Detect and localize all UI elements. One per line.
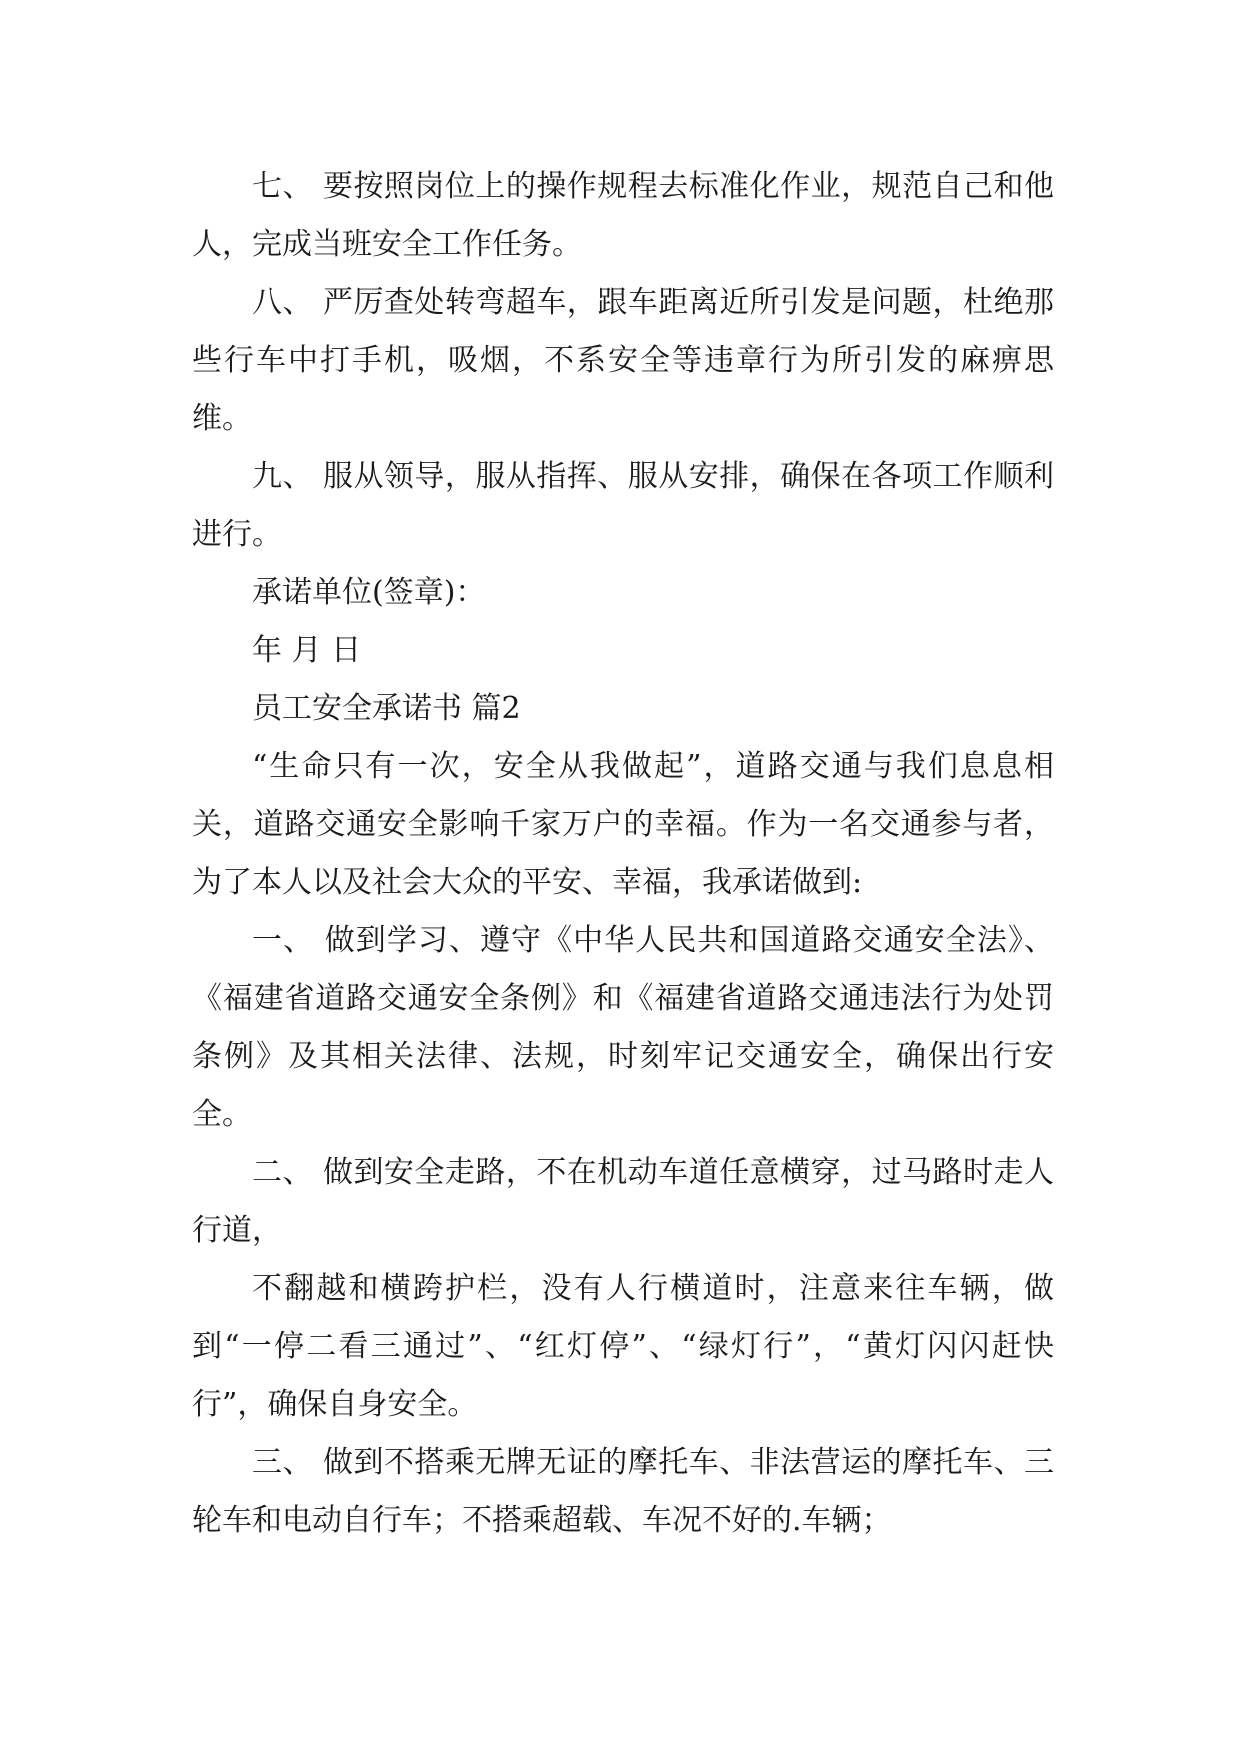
signature-unit-line: 承诺单位(签章)： xyxy=(252,575,486,610)
paragraph-seven: 七、 要按照岗位上的操作规程去标准化作业，规范自己和他人，完成当班安全工作任务。 xyxy=(192,169,1054,262)
intro-paragraph: “生命只有一次，安全从我做起”，道路交通与我们息息相关，道路交通安全影响千家万户的幸福。作为一名交通参与者，为了本人以及社会大众的平安、幸福，我承诺做到: xyxy=(192,749,1054,900)
paragraph-three: 三、 做到不搭乘无牌无证的摩托车、非法营运的摩托车、三轮车和电动自行车；不搭乘超载、车况不好的.车辆； xyxy=(192,1445,1054,1538)
paragraph-one: 一、 做到学习、遵守《中华人民共和国道路交通安全法》、《福建省道路交通安全条例》和《福建省道路交通违法行为处罚条例》及其相关法律、法规，时刻牢记交通安全，确保出行安全。 xyxy=(192,923,1054,1132)
paragraph-eight: 八、 严厉查处转弯超车，跟车距离近所引发是问题，杜绝那些行车中打手机，吸烟，不系安全等违章行为所引发的麻痹思维。 xyxy=(192,285,1054,436)
paragraph-two: 二、 做到安全走路，不在机动车道任意横穿，过马路时走人行道， xyxy=(192,1155,1054,1248)
document-body xyxy=(192,158,1054,1550)
section-heading: 员工安全承诺书 篇2 xyxy=(252,691,521,726)
date-line: 年 月 日 xyxy=(252,633,362,668)
paragraph-two-continued: 不翻越和横跨护栏，没有人行横道时，注意来往车辆，做到“一停二看三通过”、“红灯停”、“绿灯行”，“黄灯闪闪赶快行”，确保自身安全。 xyxy=(192,1271,1054,1422)
paragraph-nine: 九、 服从领导，服从指挥、服从安排，确保在各项工作顺利进行。 xyxy=(192,459,1054,552)
